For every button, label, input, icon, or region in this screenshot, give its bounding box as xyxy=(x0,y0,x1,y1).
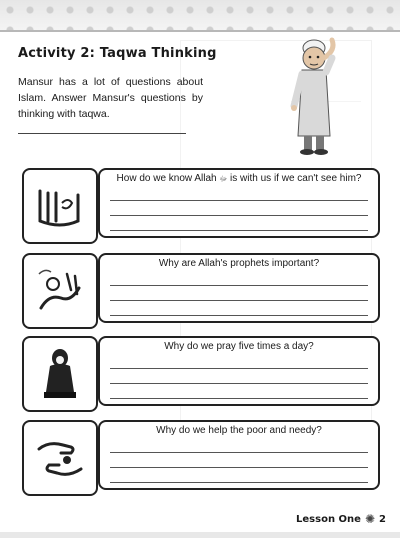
praying-person-icon xyxy=(22,336,98,412)
answer-box-4[interactable] xyxy=(98,420,380,490)
question-text-2: Why are Allah's prophets important? xyxy=(158,258,320,269)
mansur-character-illustration xyxy=(286,36,346,158)
muhammad-calligraphy-icon xyxy=(22,253,98,329)
activity-title: Activity 2: Taqwa Thinking xyxy=(18,46,217,61)
decorative-top-border xyxy=(0,0,400,32)
question-text-1: How do we know Allah ﷻ is with us if we can't see him? xyxy=(116,173,362,184)
answer-box-2[interactable] xyxy=(98,253,380,323)
intro-answer-line[interactable] xyxy=(18,133,186,134)
question-row-4 xyxy=(22,420,378,492)
question-row-1 xyxy=(22,168,378,240)
decorative-bottom-border xyxy=(0,532,400,538)
lesson-label: Lesson One xyxy=(296,513,361,525)
answer-box-1[interactable] xyxy=(98,168,380,238)
page-number: 2 xyxy=(379,513,386,525)
question-row-3 xyxy=(22,336,378,408)
answer-box-3[interactable] xyxy=(98,336,380,406)
honorific-symbol: ﷻ xyxy=(219,176,228,183)
question-text-3: Why do we pray five times a day? xyxy=(164,341,314,352)
allah-calligraphy-icon xyxy=(22,168,98,244)
question-text-4: Why do we help the poor and needy? xyxy=(156,425,322,436)
page-footer xyxy=(296,512,386,526)
giving-hands-icon xyxy=(22,420,98,496)
activity-instructions: Mansur has a lot of questions about Islam. Answer Mansur's questions by thinking with taqwa. xyxy=(18,76,203,120)
flower-divider-icon: ✺ xyxy=(364,512,376,526)
question-row-2 xyxy=(22,253,378,325)
